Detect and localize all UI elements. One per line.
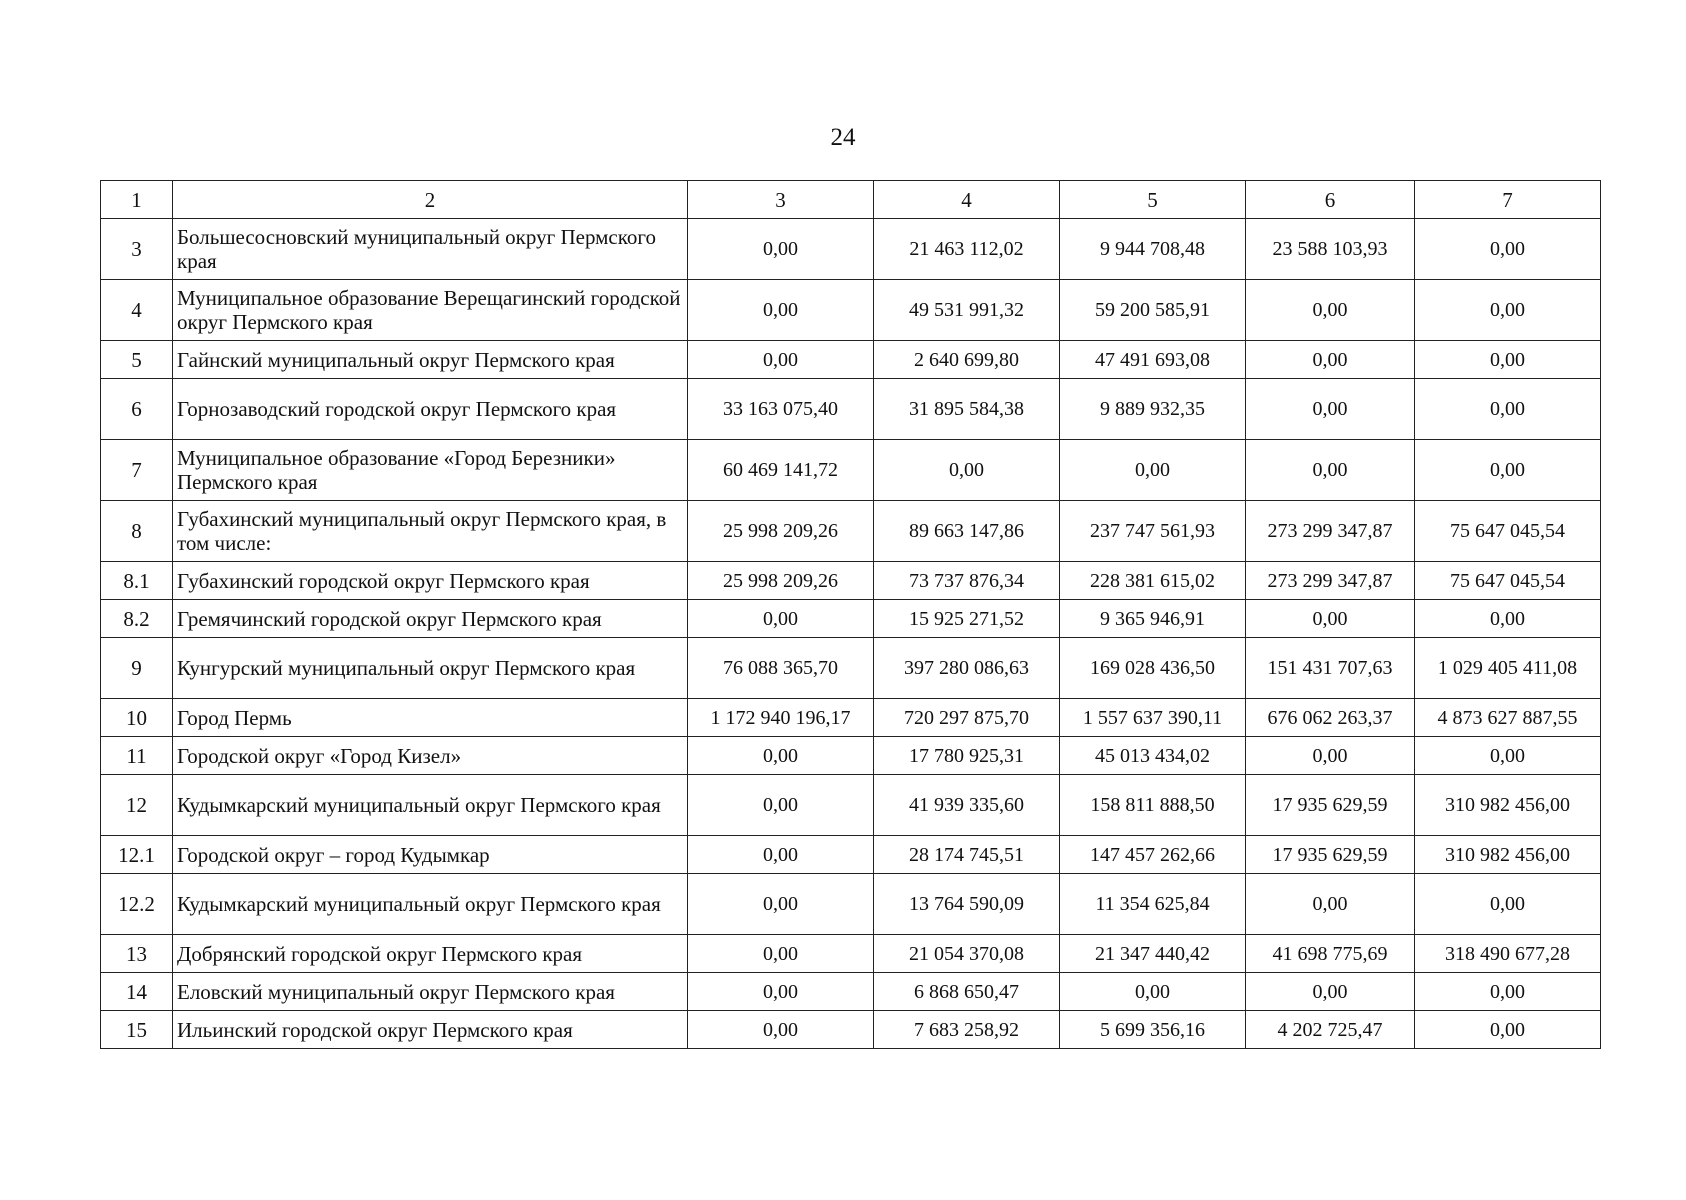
municipality-name-cell: Большесосновский муниципальный округ Пермского края [173, 219, 688, 280]
municipality-name-cell: Еловский муниципальный округ Пермского края [173, 973, 688, 1011]
table-row [101, 737, 1601, 775]
row-number-cell: 4 [101, 280, 173, 341]
table-row [101, 440, 1601, 501]
amount-cell: 273 299 347,87 [1246, 501, 1415, 562]
amount-cell: 0,00 [1246, 874, 1415, 935]
amount-cell: 4 202 725,47 [1246, 1011, 1415, 1049]
amount-cell: 0,00 [688, 935, 874, 973]
amount-cell: 59 200 585,91 [1060, 280, 1246, 341]
amount-cell: 0,00 [874, 440, 1060, 501]
amount-cell: 0,00 [1415, 219, 1601, 280]
amount-cell: 0,00 [688, 219, 874, 280]
table-row [101, 874, 1601, 935]
municipality-name-cell: Губахинский городской округ Пермского края [173, 562, 688, 600]
table-row [101, 638, 1601, 699]
amount-cell: 0,00 [1415, 1011, 1601, 1049]
row-number-cell: 15 [101, 1011, 173, 1049]
amount-cell: 60 469 141,72 [688, 440, 874, 501]
table-row [101, 501, 1601, 562]
row-number-cell: 3 [101, 219, 173, 280]
amount-cell: 0,00 [688, 341, 874, 379]
amount-cell: 0,00 [688, 600, 874, 638]
amount-cell: 0,00 [688, 1011, 874, 1049]
column-header: 7 [1415, 181, 1601, 219]
row-number-cell: 6 [101, 379, 173, 440]
row-number-cell: 8 [101, 501, 173, 562]
amount-cell: 0,00 [1246, 600, 1415, 638]
amount-cell: 0,00 [688, 737, 874, 775]
table-row [101, 280, 1601, 341]
amount-cell: 73 737 876,34 [874, 562, 1060, 600]
amount-cell: 1 172 940 196,17 [688, 699, 874, 737]
budget-table [100, 180, 1601, 1049]
amount-cell: 89 663 147,86 [874, 501, 1060, 562]
column-header: 2 [173, 181, 688, 219]
amount-cell: 0,00 [1060, 440, 1246, 501]
amount-cell: 237 747 561,93 [1060, 501, 1246, 562]
amount-cell: 41 939 335,60 [874, 775, 1060, 836]
amount-cell: 0,00 [688, 280, 874, 341]
amount-cell: 147 457 262,66 [1060, 836, 1246, 874]
column-header: 4 [874, 181, 1060, 219]
column-number-row [101, 181, 1601, 219]
municipality-name-cell: Город Пермь [173, 699, 688, 737]
municipality-name-cell: Муниципальное образование Верещагинский городской округ Пермского края [173, 280, 688, 341]
amount-cell: 676 062 263,37 [1246, 699, 1415, 737]
amount-cell: 310 982 456,00 [1415, 836, 1601, 874]
amount-cell: 25 998 209,26 [688, 562, 874, 600]
municipality-name-cell: Кунгурский муниципальный округ Пермского края [173, 638, 688, 699]
table-body [101, 181, 1601, 1049]
amount-cell: 0,00 [1246, 440, 1415, 501]
table-row [101, 600, 1601, 638]
amount-cell: 41 698 775,69 [1246, 935, 1415, 973]
amount-cell: 47 491 693,08 [1060, 341, 1246, 379]
amount-cell: 318 490 677,28 [1415, 935, 1601, 973]
amount-cell: 0,00 [1415, 440, 1601, 501]
municipality-name-cell: Добрянский городской округ Пермского края [173, 935, 688, 973]
row-number-cell: 9 [101, 638, 173, 699]
row-number-cell: 11 [101, 737, 173, 775]
municipality-name-cell: Гремячинский городской округ Пермского края [173, 600, 688, 638]
amount-cell: 45 013 434,02 [1060, 737, 1246, 775]
amount-cell: 0,00 [688, 874, 874, 935]
table-row [101, 836, 1601, 874]
amount-cell: 21 463 112,02 [874, 219, 1060, 280]
amount-cell: 13 764 590,09 [874, 874, 1060, 935]
row-number-cell: 8.1 [101, 562, 173, 600]
amount-cell: 0,00 [1415, 737, 1601, 775]
amount-cell: 1 557 637 390,11 [1060, 699, 1246, 737]
municipality-name-cell: Губахинский муниципальный округ Пермского края, в том числе: [173, 501, 688, 562]
amount-cell: 5 699 356,16 [1060, 1011, 1246, 1049]
row-number-cell: 12.2 [101, 874, 173, 935]
amount-cell: 7 683 258,92 [874, 1011, 1060, 1049]
amount-cell: 228 381 615,02 [1060, 562, 1246, 600]
table-row [101, 775, 1601, 836]
amount-cell: 151 431 707,63 [1246, 638, 1415, 699]
amount-cell: 49 531 991,32 [874, 280, 1060, 341]
table-row [101, 341, 1601, 379]
municipality-name-cell: Кудымкарский муниципальный округ Пермского края [173, 775, 688, 836]
amount-cell: 31 895 584,38 [874, 379, 1060, 440]
table-row [101, 973, 1601, 1011]
row-number-cell: 8.2 [101, 600, 173, 638]
amount-cell: 17 780 925,31 [874, 737, 1060, 775]
amount-cell: 28 174 745,51 [874, 836, 1060, 874]
row-number-cell: 14 [101, 973, 173, 1011]
row-number-cell: 5 [101, 341, 173, 379]
amount-cell: 0,00 [1246, 379, 1415, 440]
table-row [101, 219, 1601, 280]
amount-cell: 0,00 [688, 775, 874, 836]
municipality-name-cell: Горнозаводский городской округ Пермского края [173, 379, 688, 440]
amount-cell: 9 944 708,48 [1060, 219, 1246, 280]
amount-cell: 0,00 [1415, 874, 1601, 935]
column-header: 1 [101, 181, 173, 219]
amount-cell: 720 297 875,70 [874, 699, 1060, 737]
amount-cell: 0,00 [1415, 341, 1601, 379]
amount-cell: 1 029 405 411,08 [1415, 638, 1601, 699]
amount-cell: 0,00 [1246, 280, 1415, 341]
amount-cell: 0,00 [688, 836, 874, 874]
table-row [101, 935, 1601, 973]
amount-cell: 6 868 650,47 [874, 973, 1060, 1011]
column-header: 3 [688, 181, 874, 219]
amount-cell: 273 299 347,87 [1246, 562, 1415, 600]
amount-cell: 17 935 629,59 [1246, 836, 1415, 874]
amount-cell: 0,00 [1246, 341, 1415, 379]
amount-cell: 0,00 [1415, 379, 1601, 440]
row-number-cell: 12 [101, 775, 173, 836]
amount-cell: 397 280 086,63 [874, 638, 1060, 699]
municipality-name-cell: Городской округ – город Кудымкар [173, 836, 688, 874]
amount-cell: 0,00 [1246, 973, 1415, 1011]
amount-cell: 4 873 627 887,55 [1415, 699, 1601, 737]
amount-cell: 17 935 629,59 [1246, 775, 1415, 836]
amount-cell: 158 811 888,50 [1060, 775, 1246, 836]
municipality-name-cell: Городской округ «Город Кизел» [173, 737, 688, 775]
amount-cell: 15 925 271,52 [874, 600, 1060, 638]
amount-cell: 21 347 440,42 [1060, 935, 1246, 973]
municipality-name-cell: Кудымкарский муниципальный округ Пермского края [173, 874, 688, 935]
column-header: 5 [1060, 181, 1246, 219]
amount-cell: 2 640 699,80 [874, 341, 1060, 379]
amount-cell: 9 889 932,35 [1060, 379, 1246, 440]
row-number-cell: 7 [101, 440, 173, 501]
amount-cell: 33 163 075,40 [688, 379, 874, 440]
amount-cell: 0,00 [1246, 737, 1415, 775]
amount-cell: 0,00 [1060, 973, 1246, 1011]
page-number: 24 [830, 124, 856, 151]
municipality-name-cell: Муниципальное образование «Город Березники» Пермского края [173, 440, 688, 501]
amount-cell: 25 998 209,26 [688, 501, 874, 562]
municipality-name-cell: Гайнский муниципальный округ Пермского края [173, 341, 688, 379]
table-row [101, 699, 1601, 737]
amount-cell: 0,00 [688, 973, 874, 1011]
amount-cell: 169 028 436,50 [1060, 638, 1246, 699]
amount-cell: 11 354 625,84 [1060, 874, 1246, 935]
amount-cell: 310 982 456,00 [1415, 775, 1601, 836]
amount-cell: 0,00 [1415, 600, 1601, 638]
amount-cell: 75 647 045,54 [1415, 562, 1601, 600]
amount-cell: 0,00 [1415, 973, 1601, 1011]
table-row [101, 562, 1601, 600]
row-number-cell: 10 [101, 699, 173, 737]
amount-cell: 9 365 946,91 [1060, 600, 1246, 638]
amount-cell: 0,00 [1415, 280, 1601, 341]
amount-cell: 76 088 365,70 [688, 638, 874, 699]
amount-cell: 75 647 045,54 [1415, 501, 1601, 562]
row-number-cell: 12.1 [101, 836, 173, 874]
table-row [101, 379, 1601, 440]
row-number-cell: 13 [101, 935, 173, 973]
column-header: 6 [1246, 181, 1415, 219]
amount-cell: 23 588 103,93 [1246, 219, 1415, 280]
table-row [101, 1011, 1601, 1049]
municipality-name-cell: Ильинский городской округ Пермского края [173, 1011, 688, 1049]
amount-cell: 21 054 370,08 [874, 935, 1060, 973]
